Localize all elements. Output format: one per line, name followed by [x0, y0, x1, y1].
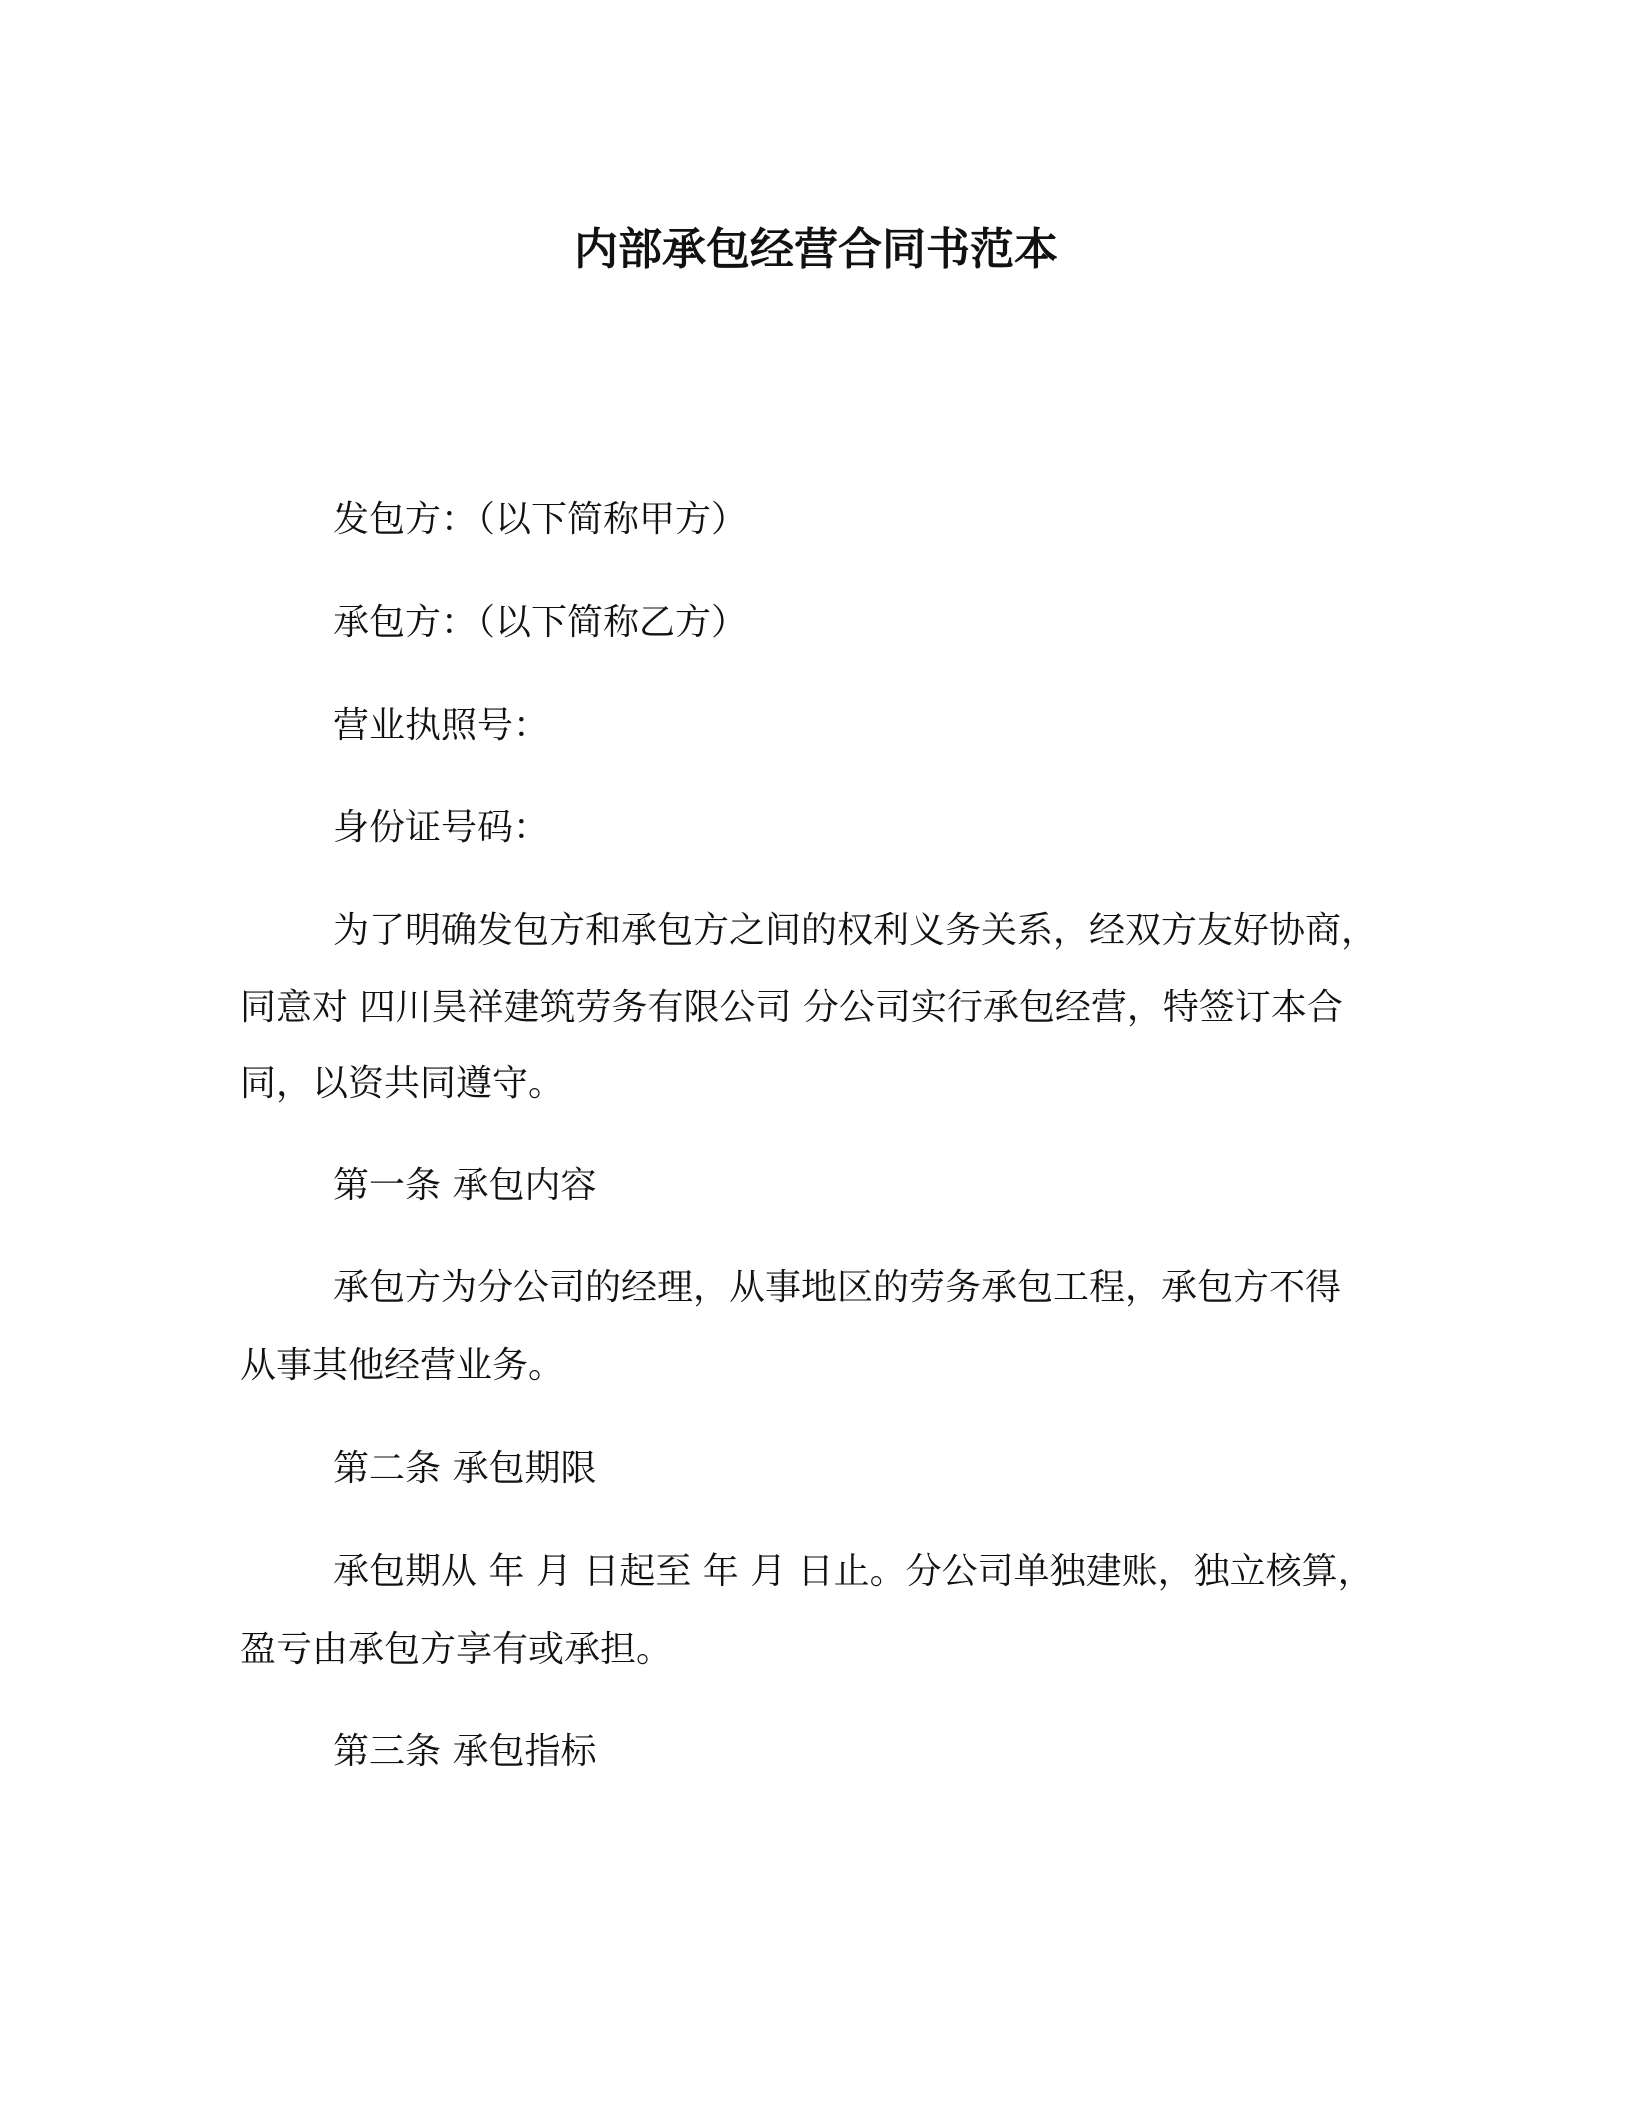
article-2-text-line-1: 承包期从 年 月 日起至 年 月 日止。分公司单独建账，独立核算，	[333, 1551, 1374, 1592]
preamble-line-1: 为了明确发包方和承包方之间的权利义务关系，经双方友好协商，	[333, 910, 1378, 951]
article-1-text-line-2: 从事其他经营业务。	[240, 1345, 565, 1386]
article-2-heading: 第二条 承包期限	[333, 1448, 597, 1489]
article-3-heading: 第三条 承包指标	[333, 1731, 597, 1772]
document-title: 内部承包经营合同书范本	[574, 224, 1058, 275]
article-2-text-line-2: 盈亏由承包方享有或承担。	[240, 1629, 673, 1670]
party-b-line: 承包方：（以下简称乙方）	[333, 602, 748, 643]
id-number-line: 身份证号码：	[333, 807, 550, 848]
party-a-line: 发包方：（以下简称甲方）	[333, 499, 748, 540]
article-1-text-line-1: 承包方为分公司的经理，从事地区的劳务承包工程，承包方不得	[333, 1267, 1342, 1308]
article-1-heading: 第一条 承包内容	[333, 1165, 597, 1206]
business-license-line: 营业执照号：	[333, 705, 550, 746]
preamble-line-3: 同，以资共同遵守。	[240, 1063, 565, 1104]
preamble-line-2: 同意对 四川昊祥建筑劳务有限公司 分公司实行承包经营，特签订本合	[240, 987, 1343, 1028]
